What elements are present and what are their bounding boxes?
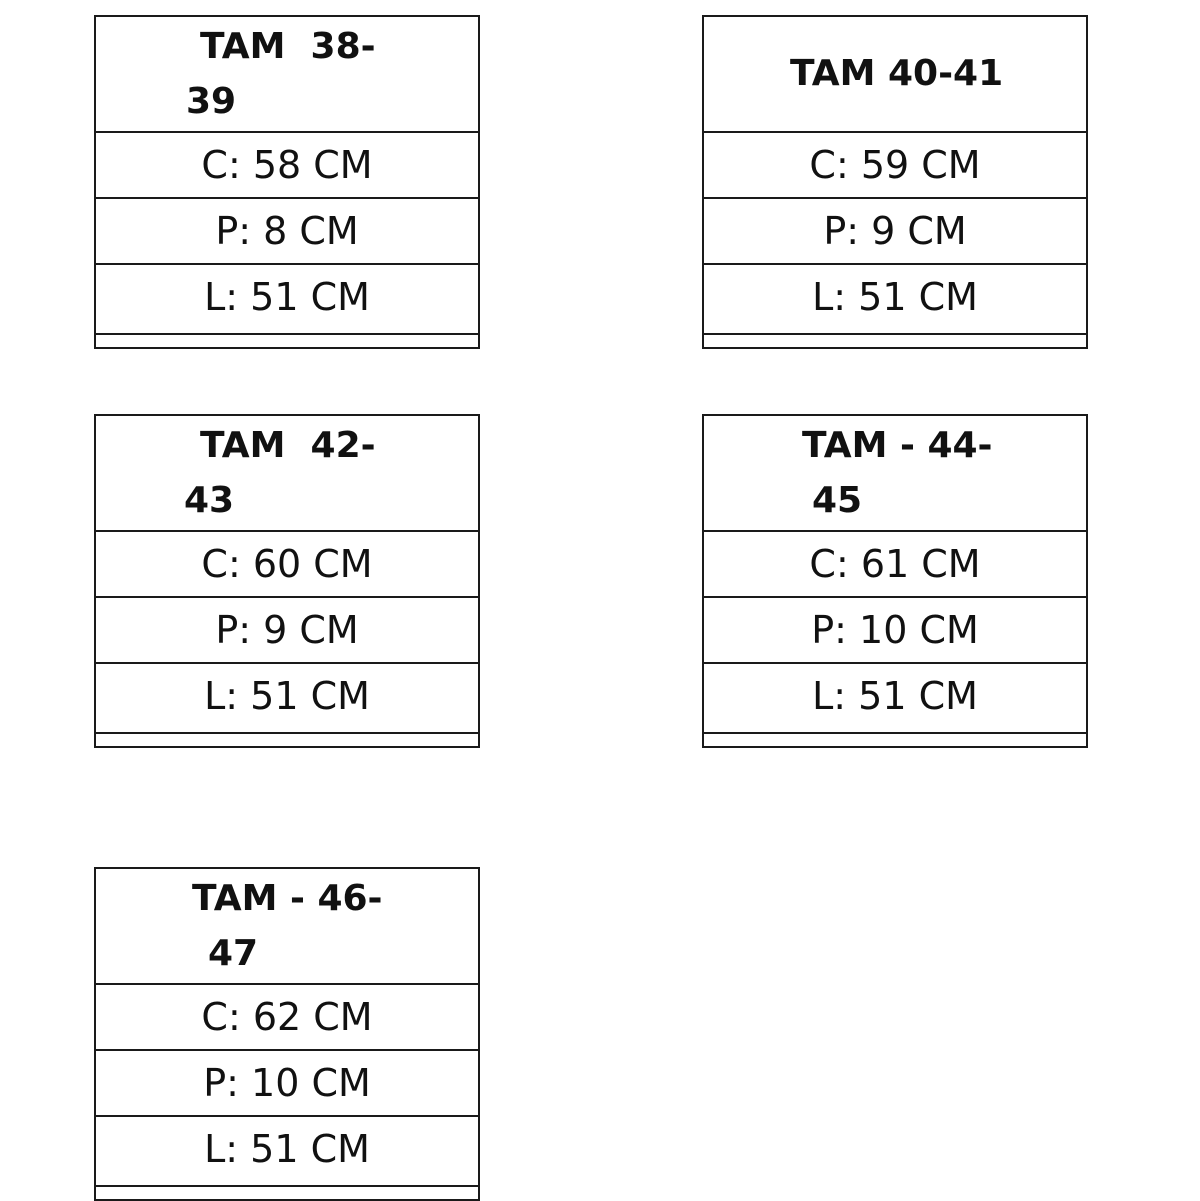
size-table-header <box>96 416 478 532</box>
measure-row-p: P: 9 CM <box>704 199 1086 265</box>
measure-row-p: P: 8 CM <box>96 199 478 265</box>
measure-row-c: C: 62 CM <box>96 985 478 1051</box>
size-label-line-2: 43 <box>184 480 235 521</box>
measure-row-l: L: 51 CM <box>96 664 478 734</box>
measure-row-l: L: 51 CM <box>704 664 1086 734</box>
size-table-header <box>704 416 1086 532</box>
measure-row-l: L: 51 CM <box>96 1117 478 1187</box>
measure-row-c: C: 59 CM <box>704 133 1086 199</box>
table-footer-strip <box>96 335 478 347</box>
measure-row-c: C: 58 CM <box>96 133 478 199</box>
table-footer-strip <box>704 335 1086 347</box>
size-label-line-1: TAM 42- <box>200 425 376 466</box>
size-table-42-43 <box>94 414 480 748</box>
measure-row-l: L: 51 CM <box>96 265 478 335</box>
measure-row-p: P: 9 CM <box>96 598 478 664</box>
size-label-line-1: TAM 40-41 <box>790 53 1004 94</box>
measure-row-c: C: 61 CM <box>704 532 1086 598</box>
size-label-line-2: 47 <box>208 933 259 974</box>
size-table-header <box>96 869 478 985</box>
size-table-header <box>704 17 1086 133</box>
size-label-line-2: 45 <box>812 480 863 521</box>
size-table-40-41 <box>702 15 1088 349</box>
measure-row-c: C: 60 CM <box>96 532 478 598</box>
size-table-44-45 <box>702 414 1088 748</box>
table-footer-strip <box>96 734 478 746</box>
size-label-line-1: TAM - 44- <box>802 425 993 466</box>
measure-row-l: L: 51 CM <box>704 265 1086 335</box>
table-footer-strip <box>704 734 1086 746</box>
size-table-46-47 <box>94 867 480 1201</box>
size-label-line-1: TAM - 46- <box>192 878 383 919</box>
size-table-38-39 <box>94 15 480 349</box>
size-label-line-2: 39 <box>186 81 237 122</box>
measure-row-p: P: 10 CM <box>704 598 1086 664</box>
size-label-line-1: TAM 38- <box>200 26 376 67</box>
measure-row-p: P: 10 CM <box>96 1051 478 1117</box>
table-footer-strip <box>96 1187 478 1199</box>
size-table-header <box>96 17 478 133</box>
